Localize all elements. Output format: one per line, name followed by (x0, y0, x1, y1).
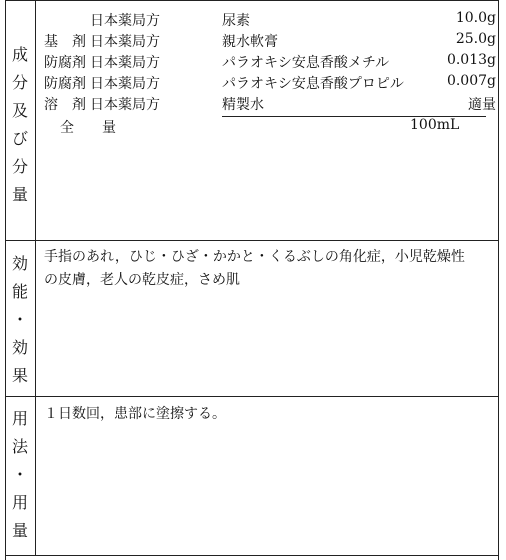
composition-label-char: 及 (11, 101, 28, 120)
usage-label-char: 量 (11, 521, 28, 540)
ingredient-category: 防腐剤 (44, 76, 86, 92)
ingredient-name: パラオキシ安息香酸メチル (222, 55, 390, 71)
section-divider-1 (5, 240, 499, 241)
efficacy-label-char: 果 (11, 366, 28, 385)
composition-label-char: び (11, 129, 28, 148)
ingredient-category: 基 剤 (44, 34, 86, 50)
ingredient-category: 防腐剤 (44, 55, 86, 71)
efficacy-text-line: 手指のあれ，ひじ・ひざ・かかと・くるぶしの角化症，小児乾燥性 (44, 249, 465, 265)
efficacy-label-char: 効 (11, 338, 28, 357)
section-divider-2 (5, 396, 499, 397)
composition-label-char: 分 (11, 73, 28, 92)
usage-section-label (5, 405, 35, 545)
label-column-divider (35, 0, 36, 556)
usage-label-char: 用 (11, 409, 28, 428)
ingredient-amount: 0.007g (446, 73, 496, 89)
ingredient-standard: 日本薬局方 (90, 55, 160, 71)
usage-label-char: 用 (11, 493, 28, 512)
ingredient-name: パラオキシ安息香酸プロピル (222, 76, 404, 92)
ingredient-name: 精製水 (222, 97, 264, 113)
total-amount: 100mL (410, 117, 460, 133)
efficacy-label-char: ・ (11, 310, 28, 329)
efficacy-label-char: 効 (11, 254, 28, 273)
composition-label-char: 量 (11, 185, 28, 204)
composition-label-char: 成 (11, 45, 28, 64)
ingredient-name: 尿素 (222, 13, 250, 29)
ingredient-name: 親水軟膏 (222, 34, 278, 50)
table-bottom-border (5, 555, 499, 556)
efficacy-section-label (5, 250, 35, 390)
ingredient-standard: 日本薬局方 (90, 76, 160, 92)
ingredient-amount: 10.0g (455, 10, 496, 26)
ingredient-amount: 0.013g (446, 52, 496, 68)
ingredient-standard: 日本薬局方 (90, 13, 160, 29)
composition-label-char: 分 (11, 157, 28, 176)
ingredient-standard: 日本薬局方 (90, 34, 160, 50)
usage-text: １日数回，患部に塗擦する。 (44, 406, 226, 422)
ingredient-amount: 25.0g (455, 31, 496, 47)
efficacy-text-line: の皮膚，老人の乾皮症，さめ肌 (44, 272, 240, 288)
usage-label-char: ・ (11, 465, 28, 484)
composition-section-label (5, 30, 35, 220)
ingredient-category: 溶 剤 (44, 97, 86, 113)
table-top-border (5, 0, 499, 1)
usage-label-char: 法 (11, 437, 28, 456)
efficacy-label-char: 能 (11, 282, 28, 301)
efficacy-text (44, 246, 494, 292)
ingredient-standard: 日本薬局方 (90, 97, 160, 113)
total-label: 全 量 (60, 120, 116, 136)
ingredient-amount: 適量 (468, 97, 496, 113)
